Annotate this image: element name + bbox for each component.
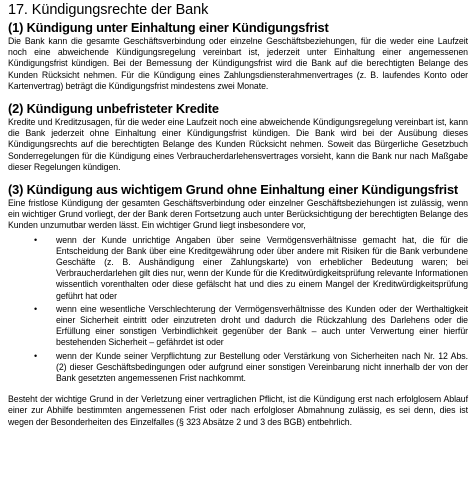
list-item-text: wenn eine wesentliche Verschlechterung der Vermögensverhältnisse des Kunden oder der Werthaltigkeit einer Sicherheit eintritt oder einzutreten droht und dadurch die Rückzahlung des Darlehens oder die Erfüllung einer sonstigen Verbindlichkeit gegenüber der Bank – auch unter Verwertung einer hierfür bestehenden Sicherheit – gefährdet ist oder <box>56 303 468 348</box>
list-item-text: wenn der Kunde seiner Verpflichtung zur Bestellung oder Verstärkung von Sicherheiten nach Nr. 12 Abs. (2) dieser Geschäftsbedingungen oder aufgrund einer sonstigen Vereinbarung nicht innerhalb der von der Bank gesetzten angemessenen Frist nachkommt. <box>56 350 468 384</box>
list-item-text: wenn der Kunde unrichtige Angaben über seine Vermögensverhältnisse gemacht hat, die für die Entscheidung der Bank über eine Kreditgewährung oder über andere mit Risiken für die Bank verbundene Geschäfte (z. B. Aushändigung einer Zahlungskarte) von erheblicher Bedeutung waren; bei Verbraucherdarlehen gilt dies nur, wenn der Kunde für die Kreditwürdigkeitsprüfung relevante Informationen wissentlich vorenthalten oder diese gefälscht hat und dies zu einem Mangel der Kreditwürdigkeitsprüfung geführt hat oder <box>56 234 468 301</box>
section-text-2: Kredite und Kreditzusagen, für die weder eine Laufzeit noch eine abweichende Kündigungsregelung vereinbart ist, kann die Bank jederzeit ohne Einhaltung einer Kündigungsfrist kündigen. Die Bank wird bei der Ausübung dieses Kündigungsrechts auf die berechtigten Belange des Kunden Rücksicht nehmen. Soweit das Bürgerliche Gesetzbuch Sonderregelungen für die Kündigung eines Verbraucherdarlehensvertrages vorsieht, kann die Bank nur nach Maßgabe dieser Regelungen kündigen. <box>8 117 468 172</box>
reason-list <box>8 235 468 385</box>
list-item <box>34 234 468 302</box>
section-heading-3: (3) Kündigung aus wichtigem Grund ohne Einhaltung einer Kündigungsfrist <box>8 182 459 198</box>
list-item <box>34 303 468 349</box>
bullet-icon: • <box>34 234 38 245</box>
section-text-1: Die Bank kann die gesamte Geschäftsverbindung oder einzelne Geschäftsbeziehungen, für die weder eine Laufzeit noch eine abweichende Kündigungsregelung vereinbart ist, jederzeit unter Einhaltung einer angemessenen Kündigungsfrist kündigen. Bei der Bemessung der Kündigungsfrist wird die Bank auf die berechtigten Belange des Kunden Rücksicht nehmen. Für die Kündigung eines Zahlungsdiensterahmenvertrages (z. B. laufendes Konto oder Kartenvertrag) beträgt die Kündigungsfrist mindestens zwei Monate. <box>8 36 468 91</box>
section-text-3: Eine fristlose Kündigung der gesamten Geschäftsverbindung oder einzelner Geschäftsbeziehungen ist zulässig, wenn ein wichtiger Grund vorliegt, der der Bank deren Fortsetzung auch unter Berücksichtigung der berechtigten Belange des Kunden unzumutbar werden lässt. Ein wichtiger Grund liegt insbesondere vor, <box>8 198 468 231</box>
section-heading-1: (1) Kündigung unter Einhaltung einer Kündigungsfrist <box>8 20 329 35</box>
bullet-icon: • <box>34 303 38 314</box>
section-heading-2: (2) Kündigung unbefristeter Kredite <box>8 101 219 117</box>
document-title: 17. Kündigungsrechte der Bank <box>8 2 209 18</box>
bullet-icon: • <box>34 350 38 361</box>
closing-text: Besteht der wichtige Grund in der Verletzung einer vertraglichen Pflicht, ist die Kündigung erst nach erfolglosem Ablauf einer zur Abhilfe bestimmten angemessenen Frist oder nach erfolgloser Abmahnung zulässig, es sei denn, dies ist wegen der Besonderheiten des Einzelfalles (§ 323 Absätze 2 und 3 des BGB) entbehrlich. <box>8 394 468 427</box>
list-item <box>34 350 468 385</box>
